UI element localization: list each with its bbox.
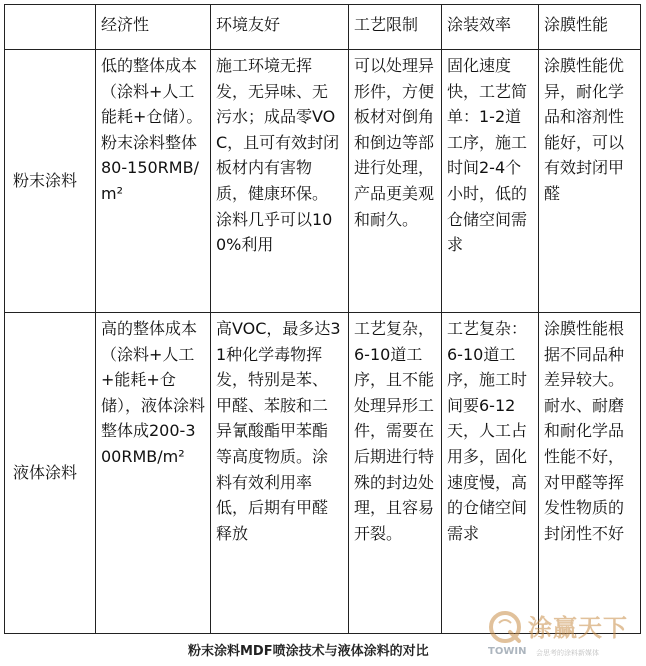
cell-powder-film-performance: 涂膜性能优异，耐化学品和溶剂性能好，可以有效封闭甲醛 xyxy=(539,50,641,313)
table-caption: 粉末涂料MDF喷涂技术与液体涂料的对比 xyxy=(188,644,429,659)
table-row-powder xyxy=(5,50,641,313)
cell-powder-coating-efficiency: 固化速度快，工艺简单：1-2道工序，施工时间2-4个小时，低的仓储空间需求 xyxy=(442,50,539,313)
cell-liquid-film-performance: 涂膜性能根据不同品种差异较大。耐水、耐磨和耐化学品性能不好，对甲醛等挥发性物质的封闭性不好 xyxy=(539,313,641,634)
header-environment: 环境友好 xyxy=(211,5,349,50)
cell-powder-economy: 低的整体成本（涂料+人工能耗+仓储）。粉末涂料整体80-150RMB/m² xyxy=(96,50,211,313)
header-economy: 经济性 xyxy=(96,5,211,50)
watermark-title: 涂赢天下 xyxy=(528,613,628,642)
cell-liquid-coating-efficiency: 工艺复杂：6-10道工序，施工时间要6-12天，人工占用多，固化速度慢，高的仓储空间需求 xyxy=(442,313,539,634)
table-row-liquid xyxy=(5,313,641,634)
header-corner-cell xyxy=(5,5,96,50)
cell-liquid-environment: 高VOC，最多达31种化学毒物挥发，特别是苯、甲醛、苯胺和二异氰酸酯甲苯酯等高度物质。涂料有效利用率低，后期有甲醛释放 xyxy=(211,313,349,634)
row-label-powder: 粉末涂料 xyxy=(5,50,96,313)
header-coating-efficiency: 涂装效率 xyxy=(442,5,539,50)
row-label-liquid: 液体涂料 xyxy=(5,313,96,634)
header-film-performance: 涂膜性能 xyxy=(539,5,641,50)
towin-logo-icon xyxy=(488,610,522,644)
comparison-table-container xyxy=(4,4,640,628)
table-header-row xyxy=(5,5,641,50)
watermark xyxy=(488,608,638,660)
comparison-table xyxy=(4,4,641,634)
cell-liquid-process-limits: 工艺复杂，6-10道工序，且不能处理异形工件，需要在后期进行特殊的封边处理，且容易开裂。 xyxy=(349,313,442,634)
watermark-brand: TOWIN xyxy=(488,646,527,657)
cell-powder-process-limits: 可以处理异形件，方便板材对倒角和倒边等部进行处理，产品更美观和耐久。 xyxy=(349,50,442,313)
cell-liquid-economy: 高的整体成本（涂料+人工+能耗+仓储），液体涂料整体成200-300RMB/m² xyxy=(96,313,211,634)
cell-powder-environment: 施工环境无挥发，无异味、无污水；成品零VOC，且可有效封闭板材内有害物质，健康环保。涂料几乎可以100%利用 xyxy=(211,50,349,313)
header-process-limits: 工艺限制 xyxy=(349,5,442,50)
watermark-slogan: 会思考的涂料新媒体 xyxy=(536,649,599,657)
